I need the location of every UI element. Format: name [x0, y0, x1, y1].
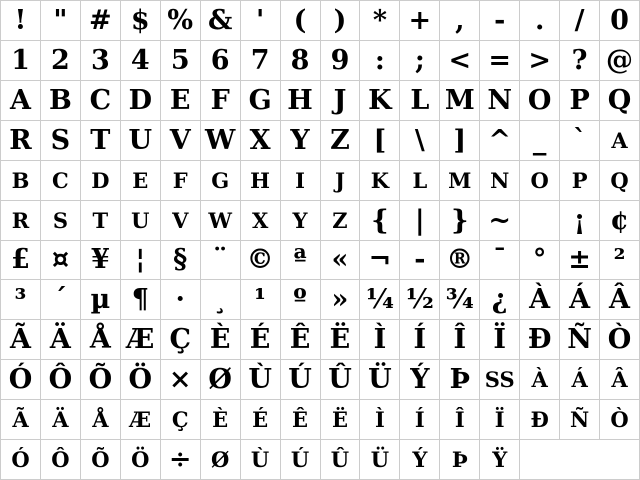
- glyph-cell[interactable]: È: [201, 320, 240, 359]
- glyph-cell[interactable]: ¥: [81, 241, 120, 280]
- glyph-cell[interactable]: O: [520, 161, 559, 200]
- glyph-cell[interactable]: ×: [161, 360, 200, 399]
- glyph-cell[interactable]: Æ: [121, 400, 160, 439]
- glyph-cell[interactable]: }: [440, 201, 479, 240]
- glyph-cell[interactable]: À: [520, 360, 559, 399]
- glyph-cell[interactable]: Ú: [281, 360, 320, 399]
- glyph-cell[interactable]: Ü: [360, 440, 399, 479]
- glyph-cell[interactable]: Ç: [161, 400, 200, 439]
- glyph-cell[interactable]: Z: [321, 121, 360, 160]
- glyph-cell[interactable]: Ð: [520, 400, 559, 439]
- glyph-cell[interactable]: W: [201, 121, 240, 160]
- glyph-cell[interactable]: ©: [241, 241, 280, 280]
- glyph-cell[interactable]: W: [201, 201, 240, 240]
- glyph-cell[interactable]: Ë: [321, 320, 360, 359]
- glyph-cell[interactable]: ²: [600, 241, 639, 280]
- glyph-cell[interactable]: ¡: [560, 201, 599, 240]
- glyph-cell[interactable]: Ñ: [560, 320, 599, 359]
- glyph-cell[interactable]: Ò: [600, 320, 639, 359]
- glyph-cell[interactable]: C: [81, 81, 120, 120]
- glyph-cell[interactable]: 3: [81, 41, 120, 80]
- glyph-cell[interactable]: _: [520, 121, 559, 160]
- glyph-cell[interactable]: C: [41, 161, 80, 200]
- glyph-cell[interactable]: M: [440, 161, 479, 200]
- glyph-cell[interactable]: T: [81, 121, 120, 160]
- glyph-cell[interactable]: N: [480, 161, 519, 200]
- glyph-cell[interactable]: Å: [81, 320, 120, 359]
- glyph-cell[interactable]: Þ: [440, 360, 479, 399]
- glyph-cell[interactable]: ¯: [480, 241, 519, 280]
- glyph-cell[interactable]: K: [360, 81, 399, 120]
- glyph-cell[interactable]: Û: [321, 360, 360, 399]
- glyph-cell[interactable]: -: [480, 1, 519, 40]
- glyph-cell[interactable]: ¢: [600, 201, 639, 240]
- glyph-cell[interactable]: È: [201, 400, 240, 439]
- glyph-cell[interactable]: X: [241, 201, 280, 240]
- glyph-cell[interactable]: Ï: [480, 320, 519, 359]
- glyph-cell[interactable]: K: [360, 161, 399, 200]
- glyph-cell[interactable]: ,: [440, 1, 479, 40]
- glyph-cell[interactable]: ¤: [41, 241, 80, 280]
- glyph-cell[interactable]: E: [121, 161, 160, 200]
- glyph-cell[interactable]: Õ: [81, 360, 120, 399]
- glyph-cell[interactable]: U: [121, 121, 160, 160]
- glyph-cell[interactable]: ¹: [241, 280, 280, 319]
- glyph-cell[interactable]: °: [520, 241, 559, 280]
- glyph-cell[interactable]: \: [400, 121, 439, 160]
- glyph-cell[interactable]: $: [121, 1, 160, 40]
- glyph-cell[interactable]: H: [241, 161, 280, 200]
- glyph-cell[interactable]: Ó: [1, 440, 40, 479]
- glyph-cell[interactable]: V: [161, 201, 200, 240]
- glyph-cell[interactable]: >: [520, 41, 559, 80]
- glyph-cell[interactable]: .: [520, 1, 559, 40]
- glyph-cell[interactable]: ¦: [121, 241, 160, 280]
- glyph-cell[interactable]: ~: [480, 201, 519, 240]
- glyph-cell[interactable]: J: [321, 161, 360, 200]
- glyph-cell[interactable]: N: [480, 81, 519, 120]
- glyph-cell[interactable]: A: [600, 121, 639, 160]
- glyph-cell[interactable]: ¸: [201, 280, 240, 319]
- glyph-cell[interactable]: Ì: [360, 400, 399, 439]
- glyph-cell[interactable]: =: [480, 41, 519, 80]
- glyph-cell[interactable]: Õ: [81, 440, 120, 479]
- glyph-cell[interactable]: +: [400, 1, 439, 40]
- glyph-cell[interactable]: E: [161, 81, 200, 120]
- glyph-cell[interactable]: U: [121, 201, 160, 240]
- glyph-cell[interactable]: SS: [480, 360, 519, 399]
- glyph-cell[interactable]: Ø: [201, 360, 240, 399]
- glyph-cell[interactable]: ¨: [201, 241, 240, 280]
- glyph-cell[interactable]: º: [281, 280, 320, 319]
- glyph-cell[interactable]: µ: [81, 280, 120, 319]
- glyph-cell[interactable]: F: [201, 81, 240, 120]
- glyph-cell-empty[interactable]: [520, 201, 559, 240]
- glyph-cell[interactable]: ±: [560, 241, 599, 280]
- glyph-cell[interactable]: I: [281, 161, 320, 200]
- glyph-cell[interactable]: Â: [600, 360, 639, 399]
- glyph-cell[interactable]: Ã: [1, 400, 40, 439]
- glyph-cell[interactable]: P: [560, 161, 599, 200]
- glyph-cell[interactable]: J: [321, 81, 360, 120]
- glyph-cell[interactable]: Ù: [241, 360, 280, 399]
- glyph-cell[interactable]: #: [81, 1, 120, 40]
- glyph-cell[interactable]: Á: [560, 360, 599, 399]
- glyph-cell[interactable]: Ê: [281, 400, 320, 439]
- glyph-cell[interactable]: 1: [1, 41, 40, 80]
- glyph-cell[interactable]: ¬: [360, 241, 399, 280]
- glyph-cell[interactable]: Þ: [440, 440, 479, 479]
- glyph-cell[interactable]: |: [400, 201, 439, 240]
- glyph-cell[interactable]: Û: [321, 440, 360, 479]
- glyph-cell[interactable]: X: [241, 121, 280, 160]
- glyph-cell[interactable]: Î: [440, 400, 479, 439]
- glyph-cell[interactable]: 7: [241, 41, 280, 80]
- glyph-cell[interactable]: ·: [161, 280, 200, 319]
- glyph-cell[interactable]: Y: [281, 121, 320, 160]
- glyph-cell[interactable]: &: [201, 1, 240, 40]
- glyph-cell[interactable]: 4: [121, 41, 160, 80]
- glyph-cell[interactable]: £: [1, 241, 40, 280]
- glyph-cell[interactable]: G: [201, 161, 240, 200]
- glyph-cell[interactable]: Á: [560, 280, 599, 319]
- glyph-cell[interactable]: P: [560, 81, 599, 120]
- glyph-cell[interactable]: Ý: [400, 360, 439, 399]
- glyph-cell[interactable]: ): [321, 1, 360, 40]
- glyph-cell[interactable]: M: [440, 81, 479, 120]
- glyph-cell[interactable]: Ä: [41, 400, 80, 439]
- glyph-cell[interactable]: É: [241, 400, 280, 439]
- glyph-cell[interactable]: Æ: [121, 320, 160, 359]
- glyph-cell[interactable]: Ý: [400, 440, 439, 479]
- glyph-cell[interactable]: ;: [400, 41, 439, 80]
- glyph-cell[interactable]: -: [400, 241, 439, 280]
- glyph-cell[interactable]: D: [81, 161, 120, 200]
- glyph-cell[interactable]: ª: [281, 241, 320, 280]
- glyph-cell[interactable]: Q: [600, 161, 639, 200]
- glyph-cell[interactable]: «: [321, 241, 360, 280]
- glyph-cell[interactable]: Z: [321, 201, 360, 240]
- glyph-cell[interactable]: F: [161, 161, 200, 200]
- glyph-cell[interactable]: ¾: [440, 280, 479, 319]
- glyph-cell[interactable]: ½: [400, 280, 439, 319]
- glyph-cell[interactable]: A: [1, 81, 40, 120]
- glyph-cell[interactable]: »: [321, 280, 360, 319]
- glyph-cell[interactable]: ': [241, 1, 280, 40]
- glyph-cell[interactable]: @: [600, 41, 639, 80]
- glyph-cell[interactable]: ³: [1, 280, 40, 319]
- glyph-cell[interactable]: ": [41, 1, 80, 40]
- glyph-cell[interactable]: ^: [480, 121, 519, 160]
- glyph-cell[interactable]: `: [560, 121, 599, 160]
- glyph-cell[interactable]: ÷: [161, 440, 200, 479]
- glyph-cell[interactable]: O: [520, 81, 559, 120]
- glyph-cell[interactable]: Ñ: [560, 400, 599, 439]
- glyph-cell[interactable]: Ú: [281, 440, 320, 479]
- glyph-cell[interactable]: Ê: [281, 320, 320, 359]
- glyph-cell[interactable]: Ì: [360, 320, 399, 359]
- glyph-cell[interactable]: Ü: [360, 360, 399, 399]
- glyph-cell[interactable]: Ï: [480, 400, 519, 439]
- glyph-cell[interactable]: 0: [600, 1, 639, 40]
- glyph-cell[interactable]: Ð: [520, 320, 559, 359]
- glyph-cell[interactable]: Y: [281, 201, 320, 240]
- glyph-cell[interactable]: ®: [440, 241, 479, 280]
- glyph-cell[interactable]: 5: [161, 41, 200, 80]
- glyph-cell[interactable]: ?: [560, 41, 599, 80]
- glyph-cell[interactable]: Ô: [41, 360, 80, 399]
- glyph-cell[interactable]: !: [1, 1, 40, 40]
- glyph-cell[interactable]: D: [121, 81, 160, 120]
- glyph-cell[interactable]: Ò: [600, 400, 639, 439]
- glyph-cell[interactable]: §: [161, 241, 200, 280]
- glyph-cell[interactable]: R: [1, 201, 40, 240]
- glyph-cell[interactable]: S: [41, 201, 80, 240]
- glyph-cell[interactable]: %: [161, 1, 200, 40]
- glyph-cell[interactable]: 9: [321, 41, 360, 80]
- glyph-cell[interactable]: /: [560, 1, 599, 40]
- glyph-cell[interactable]: ]: [440, 121, 479, 160]
- glyph-cell[interactable]: Ù: [241, 440, 280, 479]
- glyph-cell[interactable]: 2: [41, 41, 80, 80]
- glyph-cell[interactable]: Ö: [121, 440, 160, 479]
- glyph-cell[interactable]: *: [360, 1, 399, 40]
- glyph-cell[interactable]: R: [1, 121, 40, 160]
- glyph-cell[interactable]: Å: [81, 400, 120, 439]
- glyph-cell[interactable]: H: [281, 81, 320, 120]
- glyph-cell[interactable]: ¶: [121, 280, 160, 319]
- glyph-cell[interactable]: Ç: [161, 320, 200, 359]
- glyph-cell[interactable]: :: [360, 41, 399, 80]
- glyph-cell[interactable]: Ö: [121, 360, 160, 399]
- glyph-cell[interactable]: Q: [600, 81, 639, 120]
- empty-area: [520, 440, 639, 479]
- glyph-cell[interactable]: ´: [41, 280, 80, 319]
- glyph-cell[interactable]: Ä: [41, 320, 80, 359]
- glyph-cell[interactable]: (: [281, 1, 320, 40]
- glyph-cell[interactable]: Ã: [1, 320, 40, 359]
- glyph-cell[interactable]: ¼: [360, 280, 399, 319]
- glyph-cell[interactable]: ¿: [480, 280, 519, 319]
- glyph-cell[interactable]: G: [241, 81, 280, 120]
- glyph-cell[interactable]: [: [360, 121, 399, 160]
- glyph-cell[interactable]: É: [241, 320, 280, 359]
- glyph-cell[interactable]: Ô: [41, 440, 80, 479]
- glyph-cell[interactable]: À: [520, 280, 559, 319]
- glyph-cell[interactable]: Ó: [1, 360, 40, 399]
- glyph-cell[interactable]: Î: [440, 320, 479, 359]
- glyph-cell[interactable]: L: [400, 81, 439, 120]
- glyph-cell[interactable]: Í: [400, 400, 439, 439]
- glyph-cell[interactable]: Ë: [321, 400, 360, 439]
- glyph-cell[interactable]: S: [41, 121, 80, 160]
- glyph-cell[interactable]: Í: [400, 320, 439, 359]
- glyph-cell[interactable]: T: [81, 201, 120, 240]
- glyph-cell[interactable]: B: [1, 161, 40, 200]
- glyph-cell[interactable]: {: [360, 201, 399, 240]
- glyph-cell[interactable]: 8: [281, 41, 320, 80]
- glyph-cell[interactable]: Â: [600, 280, 639, 319]
- glyph-cell[interactable]: B: [41, 81, 80, 120]
- glyph-cell[interactable]: V: [161, 121, 200, 160]
- glyph-cell[interactable]: L: [400, 161, 439, 200]
- glyph-cell[interactable]: Ÿ: [480, 440, 519, 479]
- glyph-cell[interactable]: Ø: [201, 440, 240, 479]
- glyph-cell[interactable]: 6: [201, 41, 240, 80]
- glyph-cell[interactable]: <: [440, 41, 479, 80]
